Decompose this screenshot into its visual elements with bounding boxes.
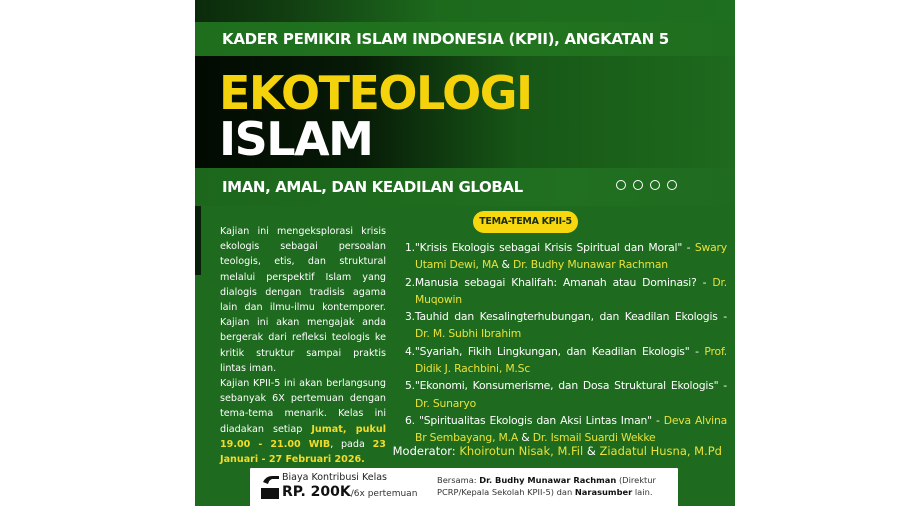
- dot-icon: [633, 180, 643, 190]
- theme-title: "Krisis Ekologis sebagai Krisis Spiritual dan Moral" -: [414, 241, 695, 254]
- speaker-name: Dr. Ismail Suardi Wekke: [532, 431, 656, 445]
- theme-num: 6.: [405, 413, 415, 427]
- theme-item: [405, 274, 727, 309]
- speaker-name: Dr. M. Subhi Ibrahim: [415, 327, 522, 341]
- speaker-name: Prof. Didik J. Rachbini, M.Sc: [415, 344, 727, 376]
- fee-box: [250, 468, 678, 506]
- theme-title: Manusia sebagai Khalifah: Amanah atau Dominasi? -: [414, 275, 713, 289]
- theme-item: [405, 239, 727, 274]
- title-line1: EKOTEOLOGI: [219, 66, 532, 120]
- with-speakers: Bersama: Dr. Budhy Munawar Rachman (Direktur PCRP/Kepala Sekolah KPII-5) dan Narasumber lain.: [437, 475, 656, 497]
- event-poster: [195, 0, 735, 506]
- schedule: Jumat, pukul 19.00 - 21.00 WIB: [220, 423, 386, 450]
- moderator: Moderator: Khoirotun Nisak, M.Fil & Ziadatul Husna, M.Pd: [392, 444, 722, 458]
- speaker-name: Deva Alvina Br Sembayang, M.A: [415, 413, 728, 445]
- theme-title: "Spiritualitas Ekologis dan Aksi Lintas Iman" -: [414, 413, 664, 427]
- theme-num: 2.: [405, 275, 415, 289]
- speaker-name: Dr. Sunaryo: [415, 396, 477, 410]
- theme-title: "Ekonomi, Konsumerisme, dan Dosa Struktural Ekologis" -: [414, 379, 727, 393]
- theme-title: Tauhid dan Kesalingterhubungan, dan Keadilan Ekologis -: [414, 310, 727, 324]
- description-p1: Kajian ini mengeksplorasi krisis ekologis sebagai persoalan teologis, etis, dan struktural melalui perspektif Islam yang dialogis dengan tradisis agama lain dan ilmu-ilmu kontemporer. Kajian ini akan mengajak anda bergerak dari refleksi teologis ke kritik struktur sampai praktis lintas iman.: [220, 226, 386, 374]
- theme-num: 5.: [405, 379, 415, 393]
- hand-donation-icon: [260, 474, 280, 500]
- page-dots: [616, 180, 677, 190]
- theme-num: 4.: [405, 344, 415, 358]
- themes-list: [405, 239, 727, 447]
- theme-num: 1.: [405, 241, 415, 254]
- dot-icon: [650, 180, 660, 190]
- theme-title: "Syariah, Fikih Lingkungan, dan Keadilan Ekologis" -: [414, 344, 705, 358]
- program-name: KADER PEMIKIR ISLAM INDONESIA (KPII), ANGKATAN 5: [222, 30, 669, 48]
- theme-amp: &: [518, 431, 533, 445]
- speaker-name: Swary Utami Dewi, MA: [415, 241, 727, 272]
- theme-item: [405, 412, 727, 447]
- title-line2: ISLAM: [219, 112, 373, 166]
- description-p2: Kajian KPII-5 ini akan berlangsung sebanyak 6X pertemuan dengan tema-tema menarik. Kelas ini diadakan setiap Jumat, pukul 19.00 - 21.00 WIB, pada 23 Januari - 27 Februari 2026.: [220, 378, 386, 466]
- speaker-name: Dr. Budhy Munawar Rachman: [512, 258, 668, 272]
- theme-item: [405, 377, 727, 412]
- theme-item: [405, 308, 727, 343]
- fee-label: Biaya Kontribusi Kelas: [282, 472, 387, 483]
- dot-icon: [616, 180, 626, 190]
- themes-badge: TEMA-TEMA KPII-5: [473, 211, 578, 233]
- theme-amp: &: [498, 258, 513, 272]
- subtitle: IMAN, AMAL, DAN KEADILAN GLOBAL: [222, 178, 523, 196]
- dates: 23 Januari - 27 Februari 2026.: [220, 438, 386, 466]
- speaker-name: Dr. Muqowin: [415, 275, 727, 306]
- dot-icon: [667, 180, 677, 190]
- description: [220, 224, 386, 467]
- theme-num: 3.: [405, 310, 415, 324]
- theme-item: [405, 343, 727, 378]
- fee-amount: RP. 200K/6x pertemuan: [282, 484, 418, 500]
